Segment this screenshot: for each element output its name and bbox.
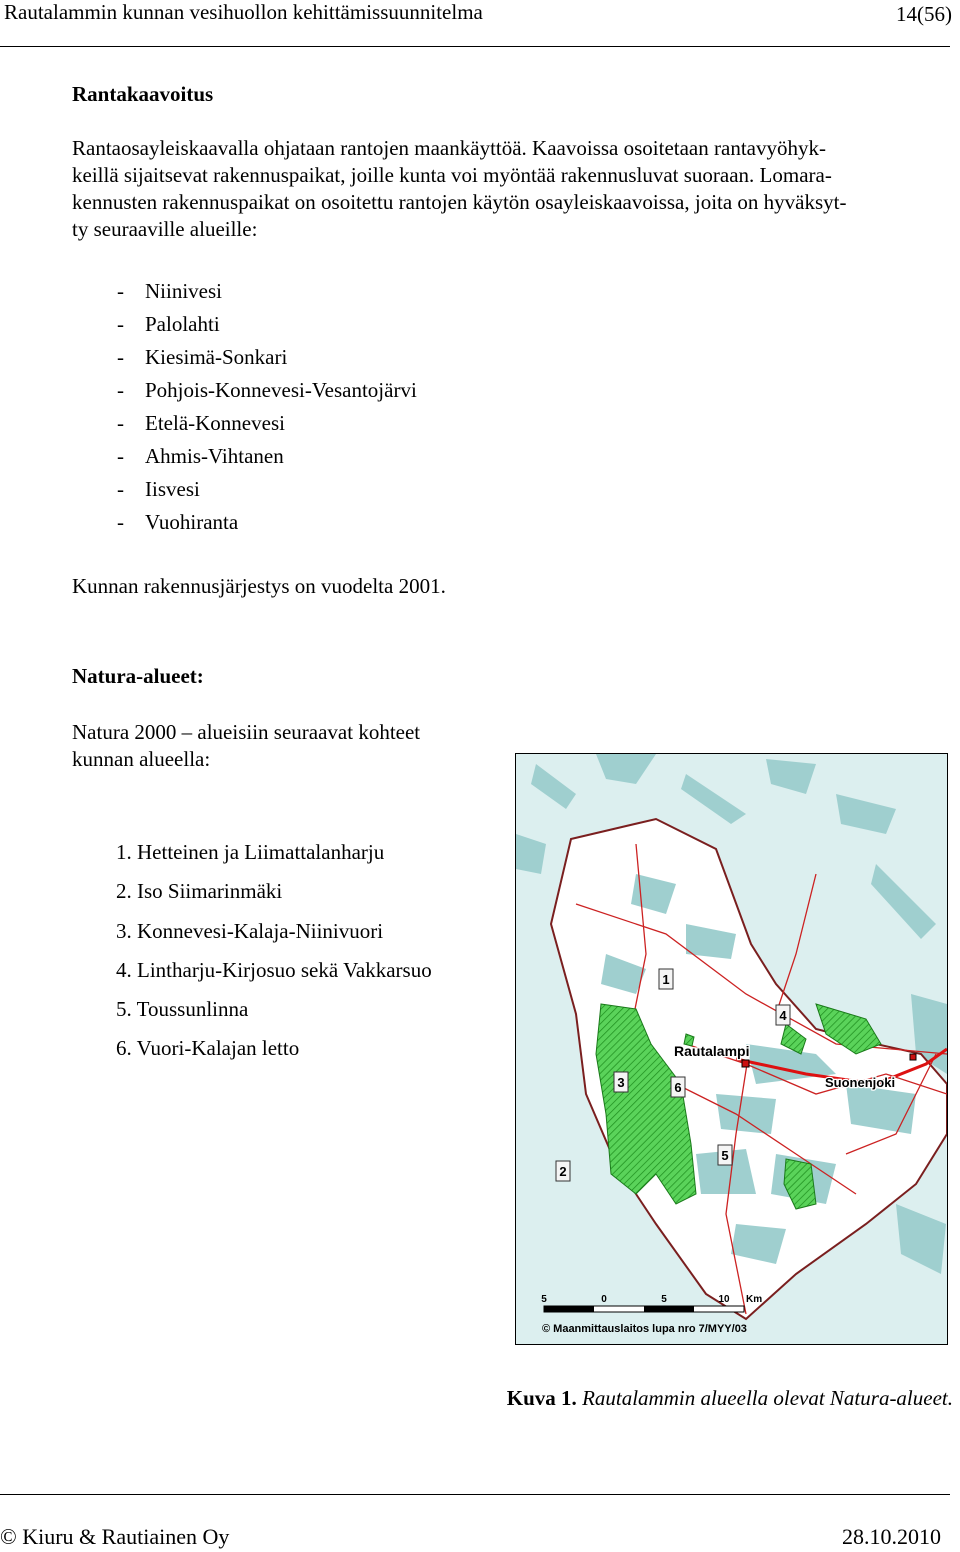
natura-intro [72,719,492,773]
site-marker-4 [776,1005,790,1025]
site-marker-6 [671,1077,685,1097]
list-item: 4. Lintharju-Kirjosuo sekä Vakkarsuo [116,957,432,982]
svg-text:5: 5 [721,1148,729,1163]
site-marker-2 [556,1161,570,1181]
list-item: - Pohjois-Konnevesi-Vesantojärvi [117,378,417,402]
figure-caption [507,1386,953,1411]
paragraph-line: Natura 2000 – alueisiin seuraavat kohteet [72,720,421,744]
section-title-rantakaavoitus: Rantakaavoitus [72,82,214,106]
list-item: - Vuohiranta [117,510,239,534]
list-item: 2. Iso Siimarinmäki [116,879,283,904]
map-graphic [516,754,947,1344]
svg-text:2: 2 [559,1164,567,1179]
svg-text:Km: Km [746,1294,763,1305]
paragraph-line: kunnan alueella: [72,747,211,771]
paragraph-line: Rantaosayleiskaavalla ohjataan rantojen maankäyttöä. Kaavoissa osoitetaan rantavyöhyk- [72,136,826,160]
footer-rule [0,1494,950,1495]
site-marker-3 [614,1072,628,1092]
svg-text:1: 1 [662,972,670,987]
section-title-natura: Natura-alueet: [72,664,204,688]
list-item: - Palolahti [117,312,220,336]
list-item: - Ahmis-Vihtanen [117,444,284,468]
list-item: - Kiesimä-Sonkari [117,345,288,369]
svg-text:5: 5 [541,1294,547,1305]
svg-text:3: 3 [617,1075,625,1090]
village-label: Suonenjoki [825,1075,896,1090]
page-number: 14(56) [896,2,952,26]
map-copyright: © Maanmittauslaitos lupa nro 7/MYY/03 [542,1323,747,1335]
list-item: 3. Konnevesi-Kalaja-Niinivuori [116,918,384,943]
paragraph-line: ty seuraaville alueille: [72,217,258,241]
town-symbol [742,1060,749,1067]
svg-text:6: 6 [674,1080,682,1095]
paragraph-line: kennusten rakennuspaikat on osoitettu rantojen käytön osayleiskaavoissa, joita on hyväksyt- [72,190,847,214]
list-item: 1. Hetteinen ja Liimattalanharju [116,840,385,864]
town-label: Rautalampi [674,1043,750,1059]
rantakaavoitus-paragraph [72,135,952,243]
natura-sites-list [116,833,432,1069]
document-header-title: Rautalammin kunnan vesihuollon kehittämissuunnitelma [4,0,483,24]
caption-label: Kuva 1. [506,1386,577,1410]
list-item: - Niinivesi [117,279,222,303]
list-item: 6. Vuori-Kalajan letto [116,1036,300,1061]
caption-text: Rautalammin alueella olevat Natura-alueet. [582,1386,953,1410]
list-item: - Etelä-Konnevesi [117,411,285,435]
village-symbol [910,1054,916,1060]
building-code-sentence: Kunnan rakennusjärjestys on vuodelta 2001. [72,574,446,598]
svg-text:10: 10 [718,1294,730,1305]
footer-date: 28.10.2010 [842,1524,941,1549]
paragraph-line: keillä sijaitsevat rakennuspaikat, joille kunta voi myöntää rakennusluvat suoraan. Lomara- [72,163,832,187]
svg-text:5: 5 [661,1294,667,1305]
svg-text:0: 0 [601,1294,607,1305]
shore-plan-areas-list [117,275,417,539]
list-item: 5. Toussunlinna [116,997,249,1022]
header-rule [0,46,950,47]
footer-copyright: © Kiuru & Rautiainen Oy [0,1524,230,1549]
svg-text:4: 4 [779,1008,787,1023]
natura-map [515,753,948,1345]
site-marker-5 [718,1145,732,1165]
list-item: - Iisvesi [117,477,200,501]
site-marker-1 [659,969,673,989]
